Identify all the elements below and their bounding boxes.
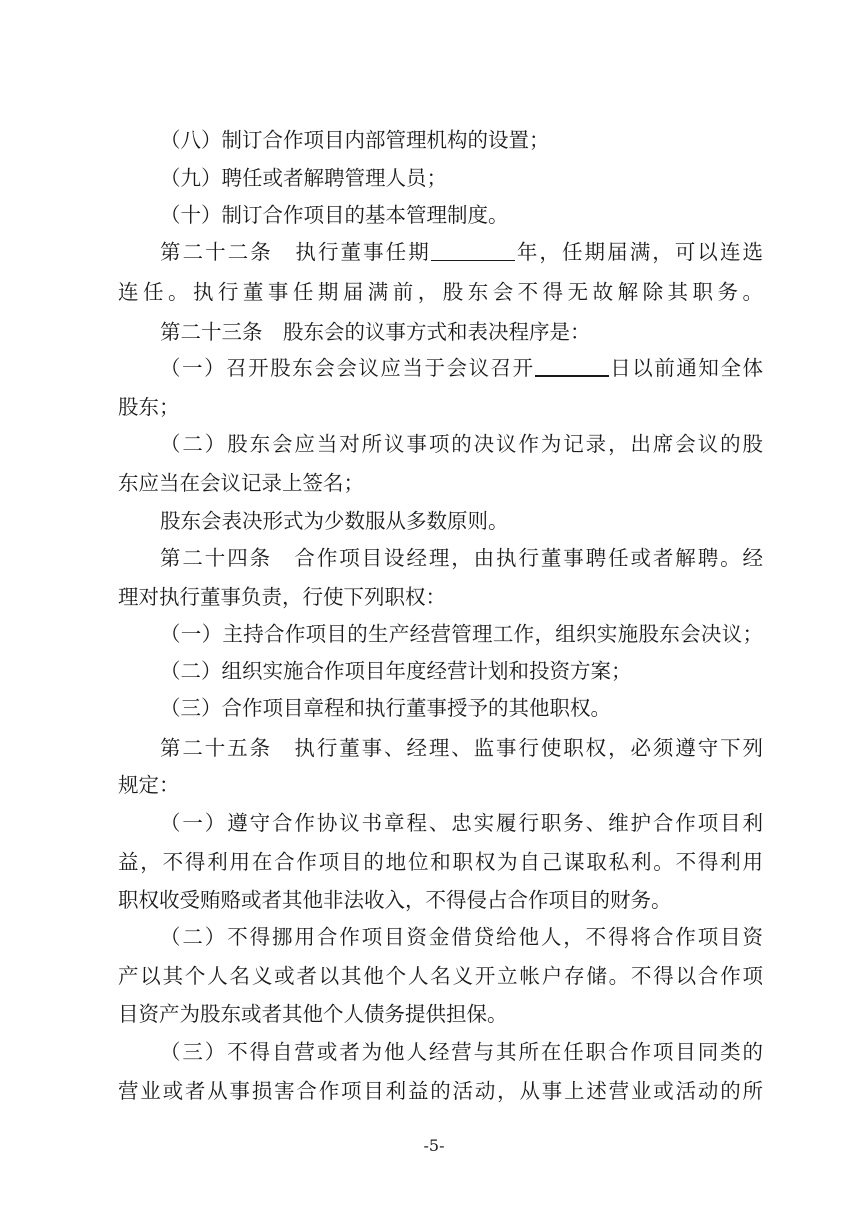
page-number: -5- — [423, 1136, 445, 1155]
article-25-item-1-line-3: 职权收受贿赂或者其他非法收入，不得侵占合作项目的财务。 — [118, 888, 672, 912]
article-22-line-1: 第二十二条 执行董事任期 年，任期届满，可以连选 — [160, 240, 764, 264]
article-25-item-2-line-3: 目资产为股东或者其他个人债务提供担保。 — [118, 1002, 508, 1026]
term-blank — [431, 238, 515, 261]
clause-item-9: （九）聘任或者解聘管理人员； — [160, 166, 447, 190]
article-25-item-2-line-2: 产以其个人名义或者以其他个人名义开立帐户存储。不得以合作项 — [118, 964, 763, 988]
voting-rule: 股东会表决形式为少数服从多数原则。 — [160, 509, 509, 533]
article-25-item-1-line-2: 益，不得利用在合作项目的地位和职权为自己谋取私利。不得利用 — [118, 850, 763, 874]
article-25-item-1-line-1: （一）遵守合作协议书章程、忠实履行职务、维护合作项目利 — [160, 811, 763, 835]
article-24-line-2: 理对执行董事负责，行使下列职权： — [118, 585, 446, 609]
article-23-item-1-line-2: 股东； — [118, 395, 180, 419]
article-23: 第二十三条 股东会的议事方式和表决程序是： — [160, 320, 591, 344]
article-25-line-2: 规定： — [118, 773, 180, 797]
clause-item-8: （八）制订合作项目内部管理机构的设置； — [160, 128, 550, 152]
article-24-item-2: （二）组织实施合作项目年度经营计划和投资方案； — [160, 659, 632, 683]
article-25-line-1: 第二十五条 执行董事、经理、监事行使职权，必须遵守下列 — [160, 736, 763, 760]
article-23-item-2-line-1: （二）股东会应当对所议事项的决议作为记录，出席会议的股 — [160, 432, 763, 456]
article-25-item-3-line-2: 营业或者从事损害合作项目利益的活动，从事上述营业或活动的所 — [118, 1079, 763, 1103]
article-24-line-1: 第二十四条 合作项目设经理，由执行董事聘任或者解聘。经 — [160, 546, 763, 570]
clause-item-10: （十）制订合作项目的基本管理制度。 — [160, 203, 509, 227]
notice-days-blank — [535, 353, 609, 377]
article-23-item-2-line-2: 东应当在会议记录上签名； — [118, 471, 364, 495]
article-25-item-3-line-1: （三）不得自营或者为他人经营与其所在任职合作项目同类的 — [160, 1040, 763, 1064]
article-22-line-2: 连任。执行董事任期届满前，股东会不得无故解除其职务。 — [118, 280, 763, 304]
article-25-item-2-line-1: （二）不得挪用合作项目资金借贷给他人，不得将合作项目资 — [160, 925, 763, 949]
article-24-item-1: （一）主持合作项目的生产经营管理工作，组织实施股东会决议； — [160, 622, 763, 646]
article-24-item-3: （三）合作项目章程和执行董事授予的其他职权。 — [160, 696, 611, 720]
article-23-item-1-line-1: （一）召开股东会会议应当于会议召开 日以前通知全体 — [160, 350, 763, 386]
